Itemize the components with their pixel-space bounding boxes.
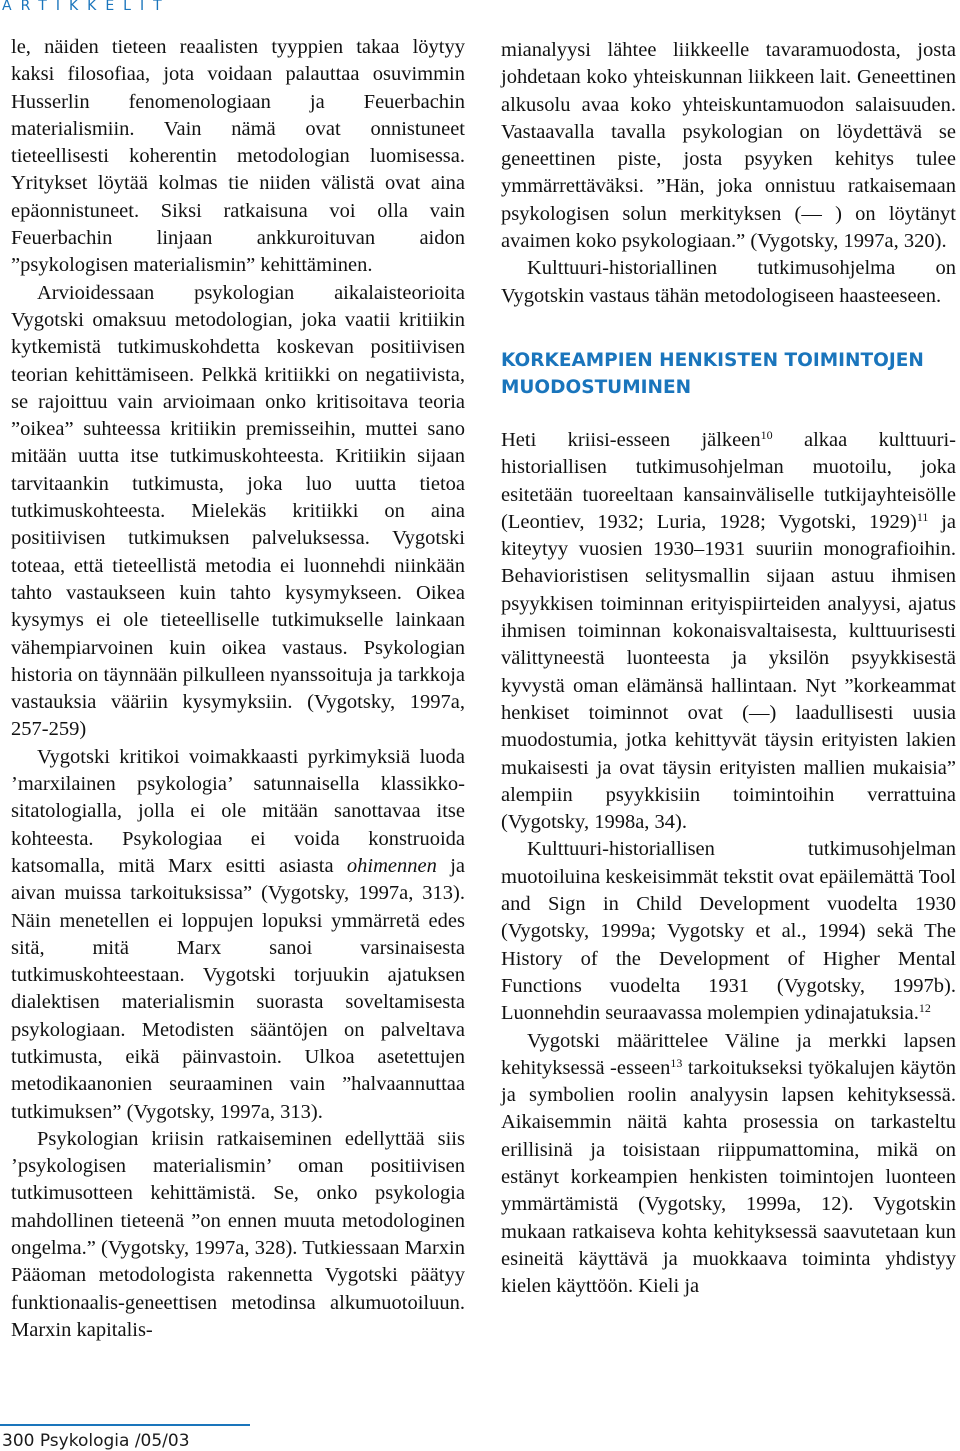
paragraph: Kulttuuri-historiallinen tutkimusohjelma on Vygotskin vastaus tähän metodologiseen haasteeseen. bbox=[501, 257, 956, 307]
paragraph: mianalyysi lähtee liikkeelle tavaramuodosta, josta johdetaan koko yhteiskunnan liikkeen lait. Geneettinen alkusolu avaa koko yhteiskuntamuodon salaisuuden. Vastaavalla tavalla psykologian on löydettävä se geneettinen piste, josta psyyken kehitys tulee ymmärrettäväksi. ”Hän, joka onnistuu ratkaisemaan psykologisen solun merkityksen (— ) on löytänyt avaimen koko psykologiaan.” (Vygotsky, 1997a, 320). bbox=[501, 39, 956, 253]
paragraph-text: Kulttuuri-historiallisen tutkimusohjelman muotoiluina keskeisimmät tekstit ovat epäilemättä Tool and Sign in Child Development vuodelta 1930 (Vygotsky, 1999a; Vygotsky et al., 1994) sekä The History of the Development of Higher Mental Functions vuodelta 1931 (Vygotsky, 1997b). Luonnehdin seuraavassa molempien ydinajatuksia. bbox=[501, 838, 956, 1025]
footer-rule bbox=[0, 1424, 250, 1426]
page-number-label: 300 Psykologia /05/03 bbox=[2, 1431, 190, 1451]
paragraph-text: alkaa kulttuuri-historiallisen tutkimusohjelman muotoilu, joka esitetään tuoreeltaan kansainväliselle tutkijayhteisölle (Leontiev, 1932; Luria, 1928; Vygotski, 1929) bbox=[501, 428, 956, 533]
footnote-ref: 11 bbox=[916, 509, 929, 524]
paragraph: Psykologian kriisin ratkaiseminen edellyttää siis ’psykologisen materialismin’ oman positiivisen tutkimusotteen kehittämistä. Se, onko psykologia mahdollinen tieteenä ”on ennen muuta metodologinen ongelma.” (Vygotsky, 1997a, 328). Tutkiessaan Marxin Pääoman metodologista rakennetta Vygotski päätyy funktionaalis-geneettisen metodinsa alkumuotoiluun. Marxin kapitalis- bbox=[11, 1127, 465, 1341]
paragraph-text: Vygotski kritikoi voimakkaasti pyrkimyksiä luoda ’marxilainen psykologia’ satunnaisella klassikko-sitatologialla, jolla ei ole mitään sanottavaa itse kohteesta. Psykologiaa ei voida konstruoida katsomalla, mitä Marx esitti asiasta bbox=[11, 745, 465, 877]
right-column bbox=[501, 37, 956, 1300]
section-heading bbox=[501, 347, 956, 401]
page-header bbox=[0, 0, 960, 20]
paragraph: Arvioidessaan psykologian aikalaisteorioita Vygotski omaksuu metodologian, joka vaatii kritiikin kytkemistä tutkimuskohdetta koskevan positiivisen teorian kehittämiseen. Pelkkä kritiikki on negatiivista, se rajoittuu vain arvioimaan onko kritisoitava teoria ”oikea” suhteessa kritiikin premisseihin, muttei sano mitään uutta itse tutkimuskohteesta. Kritiikin sijaan tarvitaankin tutkimusta, joka luo uutta tietoa tutkimuskohteesta. Mielekäs kritiikki on aina positiivisen tutkimuksen palveluksessa. Vygotski toteaa, että tieteellistä metodia ei luonnehdi niinkään tahto vastaukseen kuin tahto kysymykseen. Oikea kysymys ei ole tieteelliselle tutkimukselle lainkaan vähempiarvoinen kuin oikea vastaus. Psykologian historia on täynnään pilkulleen nyanssoituja ja tarkkoja vastauksia vääriin kysymyksiin. (Vygotsky, 1997a, 257-259) bbox=[11, 281, 465, 741]
paragraph bbox=[11, 744, 465, 1126]
page-footer bbox=[0, 1424, 960, 1451]
section-heading-line: MUODOSTUMINEN bbox=[501, 376, 692, 398]
section-label: ARTIKKELIT bbox=[2, 0, 171, 14]
paragraph bbox=[501, 1028, 956, 1301]
left-column bbox=[11, 34, 465, 1344]
section-heading-line: KORKEAMPIEN HENKISTEN TOIMINTOJEN bbox=[501, 349, 924, 371]
paragraph bbox=[501, 427, 956, 836]
paragraph-text: ja kiteytyy vuosien 1930–1931 suuriin monografioihin. Behavioristisen selitysmallin sijaan astuu ihmisen psyykkisen toiminnan erityispiirteiden analyysi, ajatus ihmisen toiminnan kokonaisvaltaisesta, kulttuurisesti välittyneestä luonteesta ja yksilön psyykkisestä kyvystä oman elämänsä hallintaan. Nyt ”korkeammat henkiset toiminnot ovat (—) laadullisesti uusia muodostumia, jotka kehittyvät täysin erityisten lakien mukaisesti ja ovat täysin erityisten mallien mukaisia” alempiin psyykkisiin toimintoihin verrattuina (Vygotsky, 1998a, 34). bbox=[501, 510, 957, 834]
paragraph-text: tarkoitukseksi työkalujen käytön ja symbolien roolin analyysin lapsen kehityksessä. Aikaisemmin näitä kahta prosessia on tarkasteltu erillisinä ja toisistaan riippumattomina, mikä on estänyt korkeampien henkisten toimintojen luonteen ymmärtämistä (Vygotsky, 1999a, 12). Vygotskin mukaan ratkaiseva kohta kehityksessä saavutetaan kun esineitä käyttävä ja muokkaava toiminta yhdistyy kielen käyttöön. Kieli ja bbox=[501, 1056, 957, 1298]
footnote-ref: 13 bbox=[670, 1055, 683, 1070]
paragraph bbox=[501, 836, 956, 1027]
emphasized-word: ohimennen bbox=[346, 854, 437, 877]
paragraph-text: ja aivan muissa tarkoituksissa” (Vygotsky, 1997a, 313). Näin menetellen ei loppujen lopuksi ymmärretä edes sitä, mitä Marx sanoi varsinaisesta tutkimuskohteestaan. Vygotski torjuukin ajatuksen dialektisen materialismin suorasta soveltamisesta psykologiaan. Metodisten sääntöjen on palveltava tutkimusta, eikä päinvastoin. Ulkoa asetettujen metodikaanonien seuraaminen vain ”halvaannuttaa tutkimuksen” (Vygotsky, 1997a, 313). bbox=[11, 854, 465, 1123]
paragraph-text: Vygotski määrittelee Väline ja merkki lapsen kehityksessä -esseen bbox=[501, 1029, 956, 1079]
footnote-ref: 12 bbox=[918, 1001, 931, 1016]
paragraph-text: Heti kriisi-esseen jälkeen bbox=[501, 428, 761, 451]
footnote-ref: 10 bbox=[760, 427, 773, 442]
paragraph: le, näiden tieteen reaalisten tyyppien takaa löytyy kaksi filosofiaa, jota voidaan palauttaa osuvimmin Husserlin fenomenologiaan ja Feuerbachin materialismiin. Vain nämä ovat onnistuneet tieteellisesti koherentin metodologian luomisessa. Yritykset löytää kolmas tie niiden välistä ovat aina epäonnistuneet. Siksi ratkaisuna voi olla vain Feuerbachin linjaan ankkuroituvan aidon ”psykologisen materialismin” kehittäminen. bbox=[11, 36, 465, 277]
